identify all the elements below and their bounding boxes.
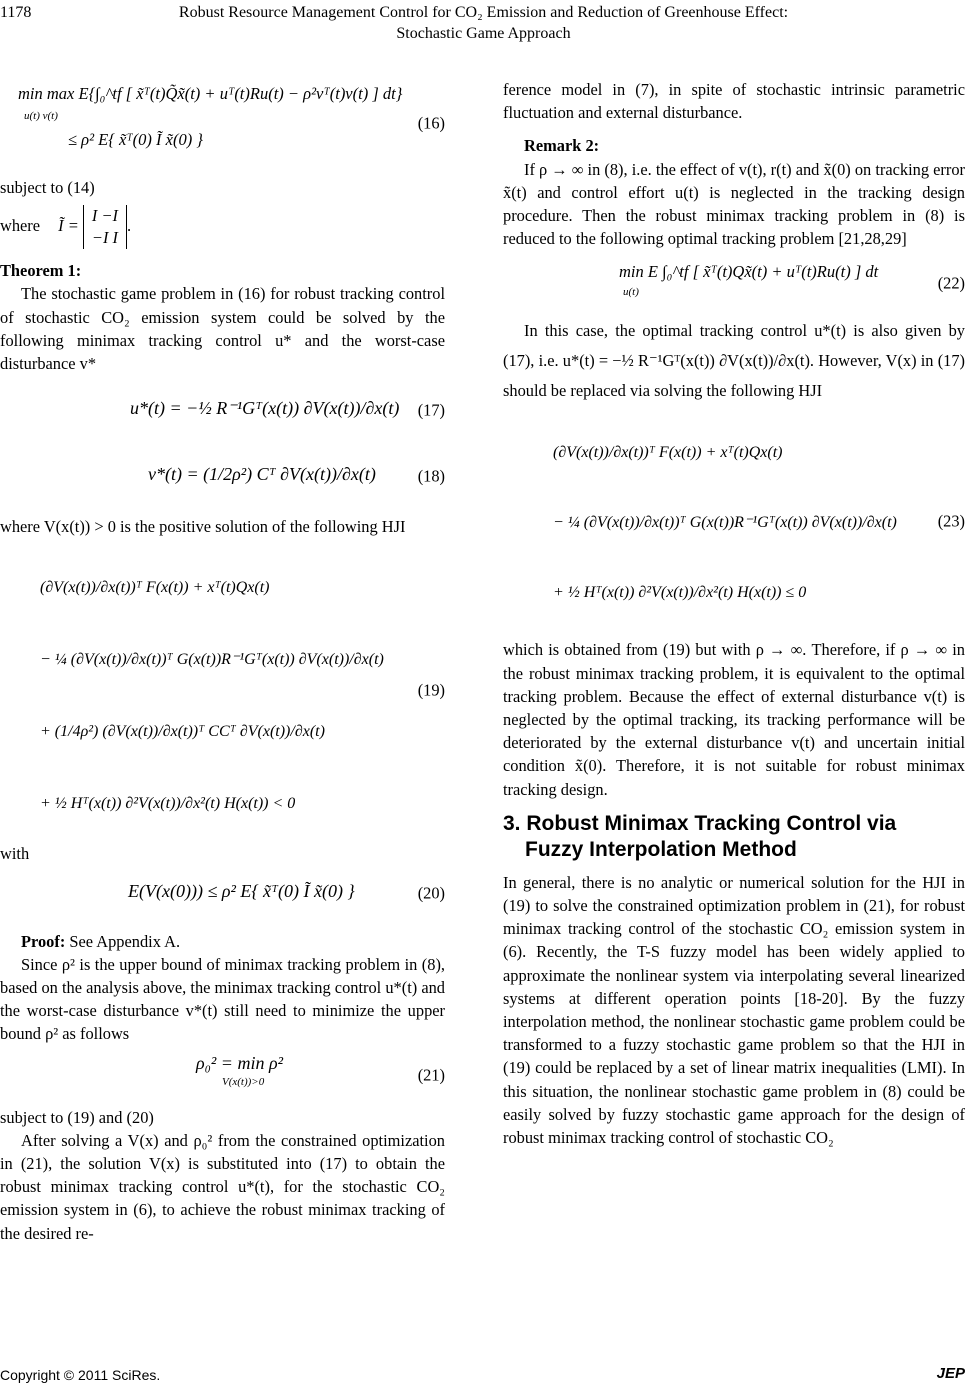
- theorem-text: The stochastic game problem in (16) for robust tracking control of stochastic CO₂ emission system could be solved by the following minimax tracking control u* and the worst-case disturbance v*: [0, 284, 445, 374]
- subject-to-14: subject to (14): [0, 178, 95, 197]
- where-label: where: [0, 215, 41, 235]
- eq19-number: (19): [417, 680, 445, 700]
- after-paragraph: After solving a V(x) and ρ₀² from the constrained optimization in (21), the solution V(x) is substituted into (17) to obtain the robust minimax tracking control u*(t), for the stochastic CO₂ emission system in (6), to achieve the robust minimax tracking of the desired re-: [0, 1130, 445, 1243]
- journal-footer: JEP: [936, 1365, 965, 1382]
- equation-19: [0, 542, 445, 838]
- proof-text: See Appendix A.: [65, 931, 181, 951]
- equation-22: [503, 254, 965, 312]
- remark-title: Remark 2:: [524, 136, 600, 156]
- in-this-case-paragraph: In this case, the optimal tracking control u*(t) is also given by (17), i.e. u*(t) = −½ R⁻¹Gᵀ(x(t)) ∂V(x(t))/∂x(t). However, V(x) in (17) should be replaced via solving the following HJI: [503, 321, 965, 401]
- eq16-line2: ≤ ρ² E{ x̃ᵀ(0) Ĩ x̃(0) }: [68, 130, 203, 150]
- equation-16: [0, 82, 445, 164]
- matrix-row2: −I I: [91, 228, 118, 248]
- equation-17: [0, 379, 445, 441]
- subject-to-19-20: subject to (19) and (20): [0, 1107, 154, 1127]
- eq21-body: ρ₀² = min ρ²: [196, 1052, 283, 1073]
- eq22-body: min E ∫₀^tf [ x̃ᵀ(t)Qx̃(t) + uᵀ(t)Ru(t) ] dt: [619, 262, 879, 282]
- eq16-subscripts: u(t) v(t): [24, 110, 58, 123]
- eq18-body: v*(t) = (1/2ρ²) Cᵀ ∂V(x(t))/∂x(t): [148, 464, 376, 485]
- where-matrix: where Ĩ = I −I −I I .: [0, 206, 132, 248]
- eq22-subscript: u(t): [623, 285, 639, 298]
- eq21-subscript: V(x(t))>0: [222, 1075, 265, 1088]
- eq23-line1: (∂V(x(t))/∂x(t))ᵀ F(x(t)) + xᵀ(t)Qx(t): [553, 444, 783, 462]
- proof-paragraph: [0, 930, 445, 953]
- with-label: with: [0, 844, 30, 864]
- eq22-number: (22): [937, 273, 965, 293]
- eq23-line2: − ¼ (∂V(x(t))/∂x(t))ᵀ G(x(t))R⁻¹Gᵀ(x(t)) ∂V(x(t))/∂x(t): [553, 514, 897, 532]
- equation-18: [0, 445, 445, 507]
- identity-matrix: [83, 205, 127, 249]
- eq20-body: E(V(x(0))) ≤ ρ² E{ x̃ᵀ(0) Ĩ x̃(0) }: [128, 880, 355, 901]
- where-hji: where V(x(t)) > 0 is the positive solution of the following HJI: [0, 517, 406, 537]
- continuation-paragraph: ference model in (7), in spite of stochastic intrinsic parametric fluctuation and external disturbance.: [503, 80, 965, 123]
- eq17-number: (17): [417, 400, 445, 420]
- section-3-title-line2: Fuzzy Interpolation Method: [525, 837, 797, 861]
- equation-20: [0, 870, 445, 916]
- section-3-paragraph: In general, there is no analytic or numerical solution for the HJI in (19) to solve the constrained optimization problem in (21), for robust minimax tracking control of the stochastic CO₂ emission system in (6). Recently, the T-S fuzzy model has been widely applied to approximate the nonlinear system via interpolating several linearized systems at different operation points [18-20]. By the fuzzy interpolation method, the nonlinear stochastic game problem could be transformed to a fuzzy stochastic game problem so that the HJI in (19) could be replaced by a set of linear matrix inequalities (LMI). In this situation, the nonlinear stochastic game problem in (8) could be easily solved by fuzzy stochastic game approach for the design of robust minimax tracking control of stochastic CO₂: [503, 872, 965, 1148]
- eq16-line1: min max E{∫₀^tf [ x̃ᵀ(t)Q̃x̃(t) + uᵀ(t)Ru(t) − ρ²vᵀ(t)v(t) ] dt}: [18, 84, 403, 103]
- eq19-line4: + ½ Hᵀ(x(t)) ∂²V(x(t))/∂x²(t) H(x(t)) < 0: [40, 795, 296, 813]
- eq21-number: (21): [417, 1065, 445, 1085]
- right-column: [503, 78, 965, 1149]
- eq16-number: (16): [417, 113, 445, 133]
- eq19-line2: − ¼ (∂V(x(t))/∂x(t))ᵀ G(x(t))R⁻¹Gᵀ(x(t)) ∂V(x(t))/∂x(t): [40, 651, 384, 669]
- eq23-line3: + ½ Hᵀ(x(t)) ∂²V(x(t))/∂x²(t) H(x(t)) ≤ 0: [553, 584, 807, 602]
- running-title-line1: Robust Resource Management Control for CO₂ Emission and Reduction of Greenhouse Effect:: [178, 4, 789, 21]
- eq18-number: (18): [417, 466, 445, 486]
- proof-label: Proof:: [21, 931, 66, 951]
- running-header: [0, 2, 967, 44]
- equation-21: [0, 1050, 445, 1100]
- eq23-number: (23): [937, 511, 965, 531]
- eq19-line3: + (1/4ρ²) (∂V(x(t))/∂x(t))ᵀ CCᵀ ∂V(x(t))/∂x(t): [40, 723, 325, 741]
- equation-23: [503, 410, 965, 632]
- since-paragraph: Since ρ² is the upper bound of minimax tracking problem in (8), based on the analysis above, the minimax tracking control u*(t) and the worst-case disturbance v*(t) still need to minimize the upper bound ρ² as follows: [0, 954, 445, 1044]
- eq20-number: (20): [417, 883, 445, 903]
- running-title-line2: Stochastic Game Approach: [396, 25, 571, 42]
- left-column: [0, 78, 445, 1245]
- page-number: 1178: [0, 4, 32, 21]
- which-paragraph: which is obtained from (19) but with ρ → ∞. Therefore, if ρ → ∞ in the robust minimax tracking problem, it is equivalent to the optimal tracking problem. Because the effect of external disturbance v(t) is neglected by the optimal tracking, its tracking performance will be deteriorated by the external disturbance v(t) and uncertain initial condition x̃(0). Therefore, it is not suitable for robust minimax tracking design.: [503, 640, 965, 799]
- theorem-title: Theorem 1:: [0, 261, 82, 281]
- copyright-footer: Copyright © 2011 SciRes.: [0, 1367, 161, 1383]
- eq17-body: u*(t) = −½ R⁻¹Gᵀ(x(t)) ∂V(x(t))/∂x(t): [130, 398, 400, 419]
- section-3-heading: [503, 811, 965, 863]
- eq19-line1: (∂V(x(t))/∂x(t))ᵀ F(x(t)) + xᵀ(t)Qx(t): [40, 579, 270, 597]
- section-3-title-line1: 3. Robust Minimax Tracking Control via: [503, 811, 897, 835]
- remark-text: If ρ → ∞ in (8), i.e. the effect of v(t), r(t) and x̃(0) on tracking error x̃(t) and control effort u(t) is neglected in the tracking design procedure. Then the robust minimax tracking problem in (8) is reduced to the following optimal tracking problem [21,28,29]: [503, 159, 965, 249]
- matrix-row1: I −I: [91, 206, 118, 226]
